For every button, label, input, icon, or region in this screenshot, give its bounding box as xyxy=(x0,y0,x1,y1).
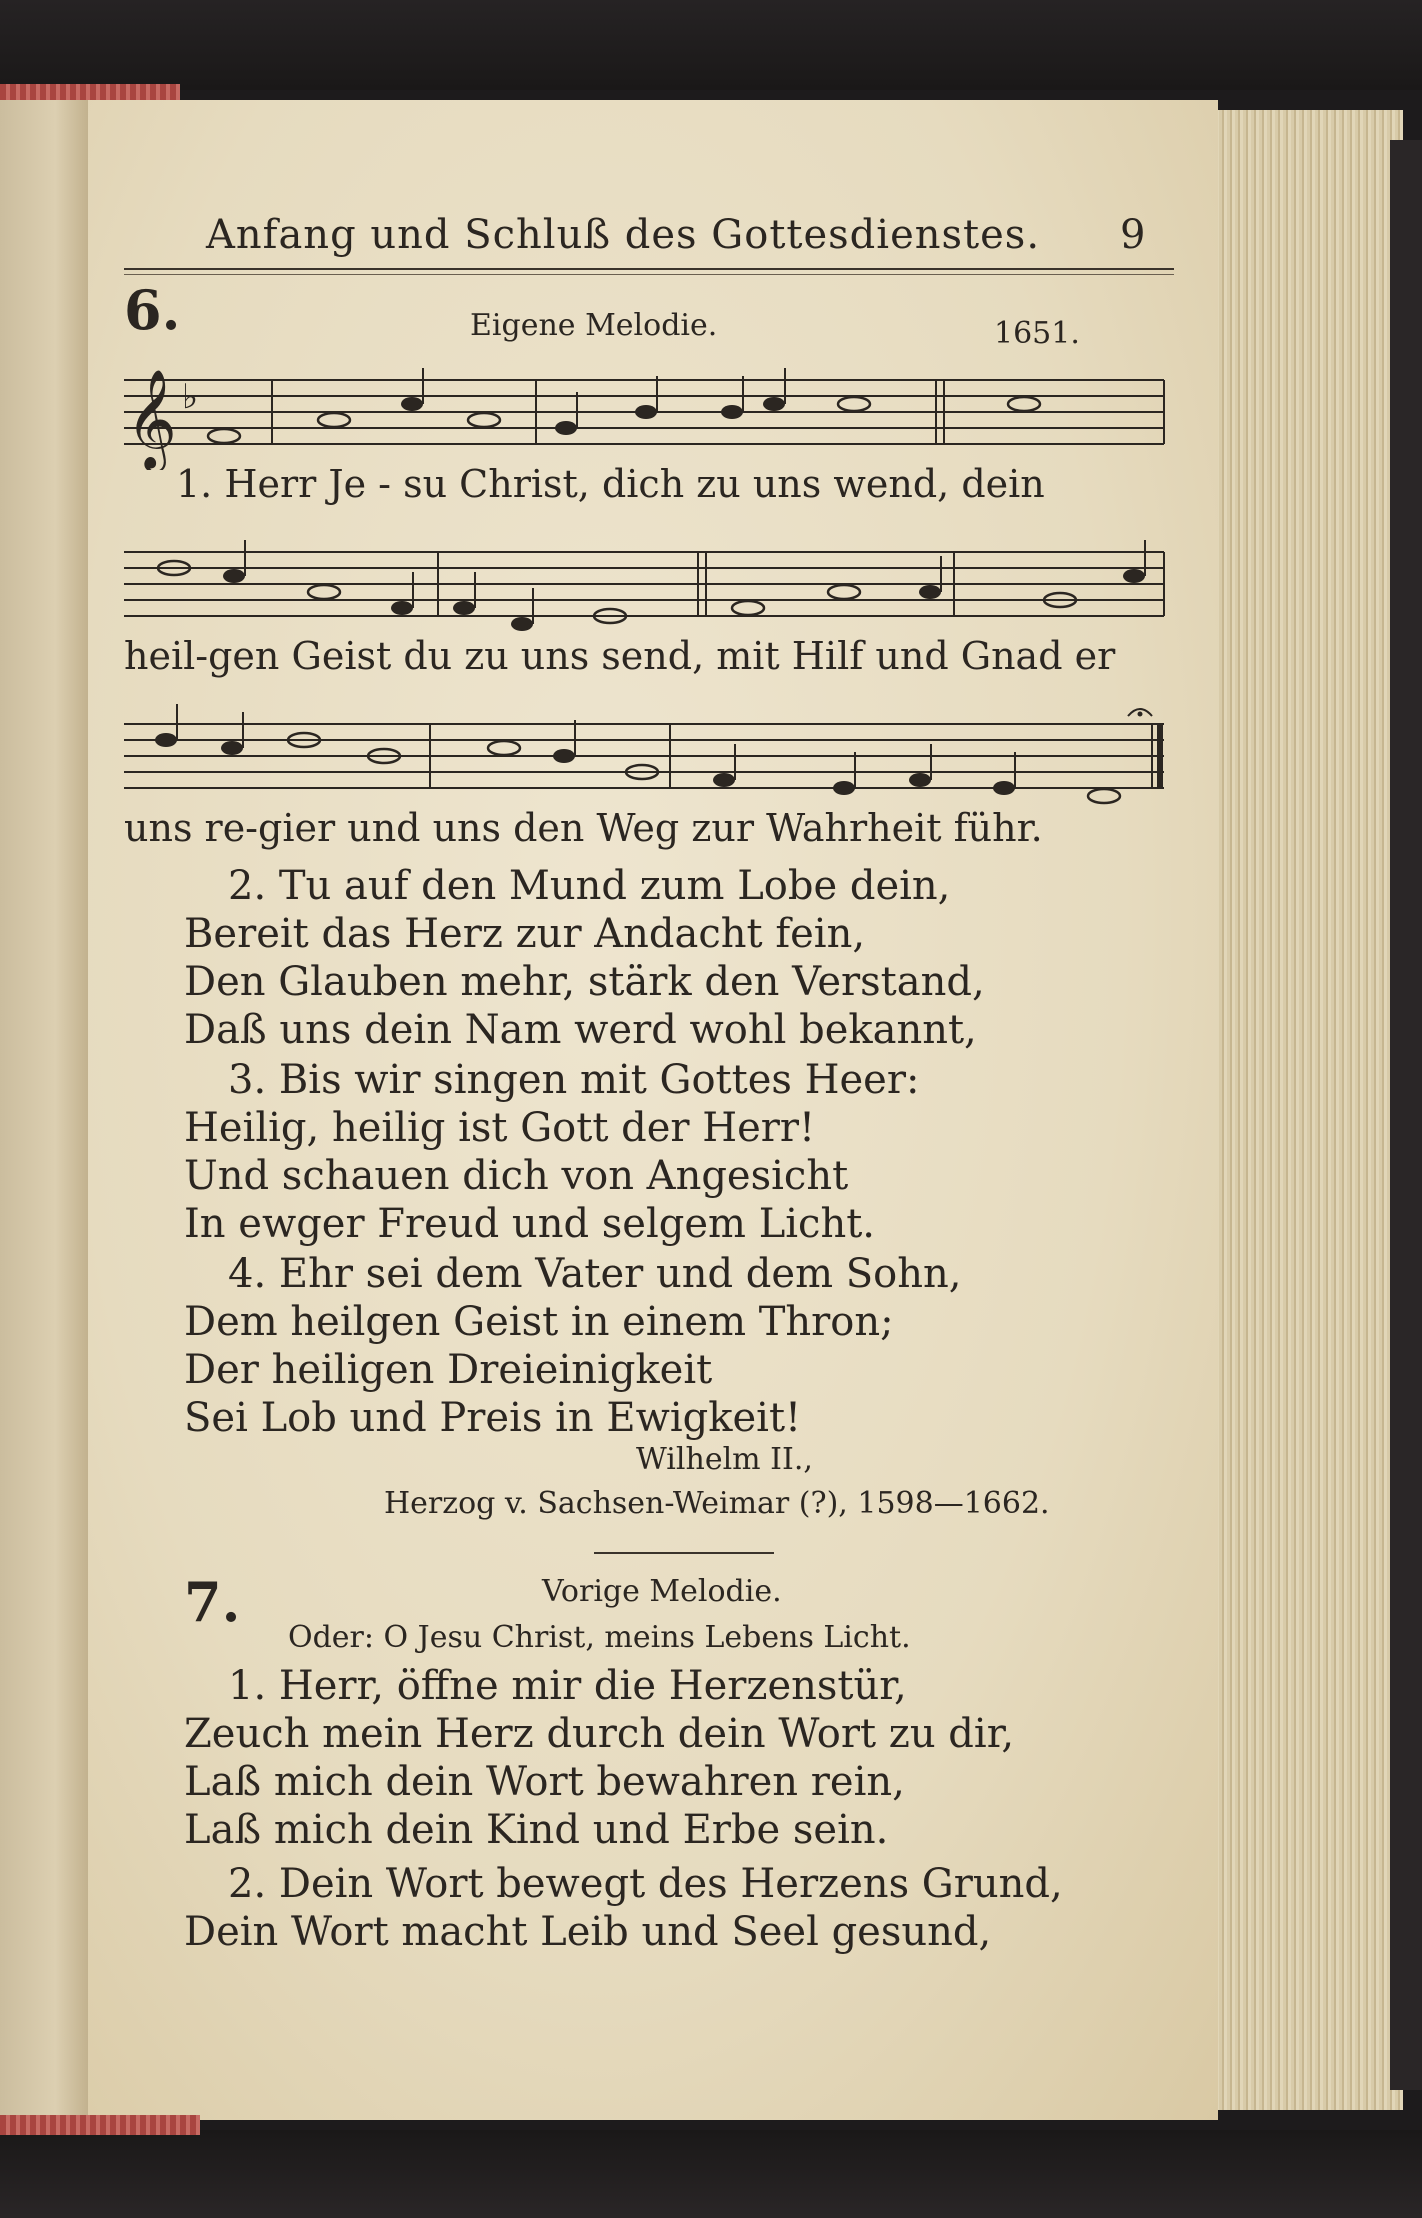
stanza-line: Heilig, heilig ist Gott der Herr! xyxy=(184,1105,816,1151)
hymn-6-melody: Eigene Melodie. xyxy=(470,308,718,343)
stanza-line: Sei Lob und Preis in Ewigkeit! xyxy=(184,1395,802,1441)
hymn-6-author-name: Wilhelm II., xyxy=(636,1442,813,1477)
stanza-line: 2. Dein Wort bewegt des Herzens Grund, xyxy=(228,1861,1063,1907)
stanza-line: 1. Herr, öffne mir die Herzenstür, xyxy=(228,1663,907,1709)
running-header: Anfang und Schluß des Gottesdienstes. xyxy=(206,212,1041,258)
stanza-line: Bereit das Herz zur Andacht fein, xyxy=(184,911,866,957)
page-content xyxy=(88,100,1218,2120)
final-barline xyxy=(1157,724,1163,788)
stanza-line: 3. Bis wir singen mit Gottes Heer: xyxy=(228,1057,920,1103)
hymn-7-stanza-2 xyxy=(184,1860,1063,1956)
music-staff-2 xyxy=(124,532,1174,642)
music-staff-3 xyxy=(124,704,1174,814)
hymn-7-stanza-1 xyxy=(184,1662,1014,1854)
hymn-6-stanza-3 xyxy=(184,1056,919,1248)
hymn-6-year: 1651. xyxy=(994,316,1080,351)
stanza-line: 4. Ehr sei dem Vater und dem Sohn, xyxy=(228,1251,962,1297)
treble-clef-icon: 𝄞 xyxy=(126,369,177,469)
hymn-7-number: 7. xyxy=(184,1570,241,1634)
stanza-line: Der heiligen Dreieinigkeit xyxy=(184,1347,713,1393)
staff-2-lyrics: heil-gen Geist du zu uns send, mit Hilf und Gnad er xyxy=(124,634,1116,678)
page-stack-edge xyxy=(1200,110,1403,2110)
hymn-6-stanza-2 xyxy=(184,862,985,1054)
book-cover-bottom xyxy=(0,2130,1422,2218)
left-page-edge xyxy=(0,100,92,2120)
header-rule-thin xyxy=(124,274,1174,275)
hymn-6-stanza-4 xyxy=(184,1250,961,1442)
staff-1-lyrics: 1. Herr Je - su Christ, dich zu uns wend, dein xyxy=(176,462,1045,506)
hymn-6-author-title: Herzog v. Sachsen-Weimar (?), 1598—1662. xyxy=(384,1486,1050,1521)
stanza-line: Dein Wort macht Leib und Seel gesund, xyxy=(184,1909,992,1955)
page-number: 9 xyxy=(1120,212,1146,258)
staff-3-lyrics: uns re-gier und uns den Weg zur Wahrheit führ. xyxy=(124,806,1043,850)
stanza-line: In ewger Freud und selgem Licht. xyxy=(184,1201,875,1247)
hymn-6-number: 6. xyxy=(124,278,181,342)
stanza-line: Dem heilgen Geist in einem Thron; xyxy=(184,1299,894,1345)
book-spine-shadow xyxy=(1390,140,1422,2090)
header-rule xyxy=(124,268,1174,270)
hymn-7-alt-melody: Oder: O Jesu Christ, meins Lebens Licht. xyxy=(288,1620,911,1655)
stanza-line: Den Glauben mehr, stärk den Verstand, xyxy=(184,959,985,1005)
stanza-line: 2. Tu auf den Mund zum Lobe dein, xyxy=(228,863,951,909)
stanza-line: Und schauen dich von Angesicht xyxy=(184,1153,849,1199)
stanza-line: Daß uns dein Nam werd wohl bekannt, xyxy=(184,1007,977,1053)
hymn-7-melody: Vorige Melodie. xyxy=(542,1574,782,1609)
stanza-line: Laß mich dein Kind und Erbe sein. xyxy=(184,1807,889,1853)
stanza-line: Zeuch mein Herz durch dein Wort zu dir, xyxy=(184,1711,1015,1757)
music-staff-1 xyxy=(124,360,1174,470)
book-cover-top xyxy=(0,0,1422,90)
flat-icon: ♭ xyxy=(182,377,199,417)
section-divider xyxy=(594,1552,774,1554)
stanza-line: Laß mich dein Wort bewahren rein, xyxy=(184,1759,905,1805)
